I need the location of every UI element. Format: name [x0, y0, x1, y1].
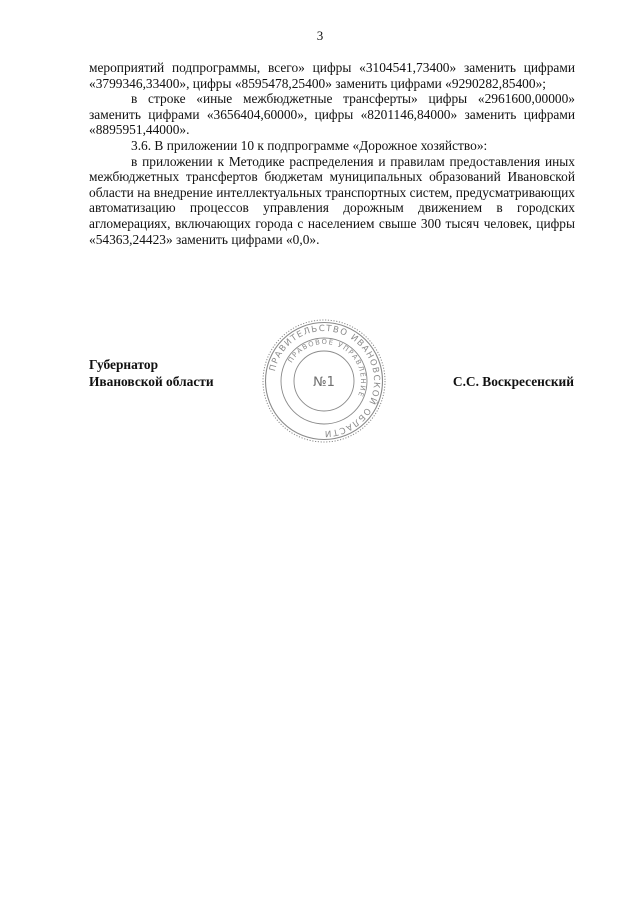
signatory-title-line-1: Губернатор [89, 357, 159, 372]
signatory-name: С.С. Воскресенский [452, 374, 574, 389]
paragraph-3: 3.6. В приложении 10 к подпрограмме «Дорожное хозяйство»: [131, 137, 488, 153]
official-seal [261, 318, 387, 444]
seal-number: №1 [313, 375, 335, 390]
signatory-title-line-2: Ивановской области [89, 374, 214, 389]
paragraph-2: в строке «иные межбюджетные трансферты» цифры «2961600,00000» заменить цифрами «3656404,60000», цифры «8201146,84000» заменить цифрами «8895951,44000». [89, 91, 575, 138]
page-number: 3 [316, 28, 324, 43]
signatory-title [89, 356, 214, 390]
paragraph-4: в приложении к Методике распределения и правилам предоставления иных межбюджетных трансфертов бюджетам муниципальных образований Ивановской области на внедрение интеллектуальных транспортных систем, предусматривающих автоматизацию процессов управления дорожным движением в городских агломерациях, включающих города с населением свыше 300 тысяч человек, цифры «54363,24423» заменить цифрами «0,0». [89, 153, 575, 247]
paragraph-1: мероприятий подпрограммы, всего» цифры «3104541,73400» заменить цифрами «3799346,33400», цифры «8595478,25400» заменить цифрами «9290282,85400»; [89, 60, 575, 91]
seal-outer-text: ПРАВИТЕЛЬСТВО ИВАНОВСКОЙ ОБЛАСТИ [267, 323, 382, 439]
document-body [89, 60, 575, 247]
seal-inner-text: ПРАВОВОЕ УПРАВЛЕНИЕ [286, 337, 368, 399]
seal-graphic [261, 318, 387, 444]
